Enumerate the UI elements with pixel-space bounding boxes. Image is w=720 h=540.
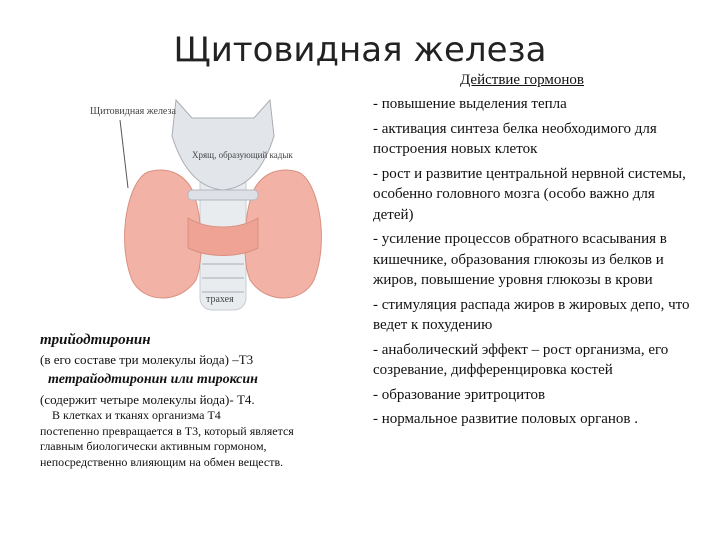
- page-title: Щитовидная железа: [173, 30, 547, 70]
- label-cartilage: Хрящ, образующий кадык: [192, 150, 293, 160]
- triiodothyronine-note: (в его составе три молекулы йода) –Т3: [40, 352, 254, 367]
- conversion-paragraph: [40, 408, 340, 470]
- hormone-actions-heading: Действие гормонов: [460, 72, 584, 88]
- list-item: - активация синтеза белка необходимого для построения новых клеток: [373, 120, 657, 157]
- paragraph-rest: постепенно превращается в Т3, который является главным биологически активным гормоном, непосредственно влияющим на обмен веществ.: [40, 423, 294, 469]
- thyroid-illustration: [88, 90, 358, 320]
- list-item: - образование эритроцитов: [373, 386, 546, 403]
- label-gland: Щитовидная железа: [90, 106, 176, 117]
- thyroid-cartilage: [172, 100, 274, 190]
- paragraph-first-line: В клетках и тканях организма Т4: [52, 408, 221, 422]
- list-item: - стимуляция распада жиров в жировых депо, что ведет к похудению: [373, 296, 690, 333]
- triiodothyronine-heading: трийодтиронин: [40, 332, 151, 348]
- tetraiodothyronine-note: (содержит четыре молекулы йода)- Т4.: [40, 392, 255, 407]
- label-trachea: трахея: [206, 294, 234, 305]
- list-item: - нормальное развитие половых органов .: [373, 411, 638, 427]
- list-item: - анаболический эффект – рост организма, его созревание, дифференцировка костей: [373, 341, 669, 378]
- hormone-actions-list: [373, 94, 693, 434]
- list-item: - усиление процессов обратного всасывания в кишечнике, образования глюкозы из белков и жиров, повышение уровня глюкозы в крови: [373, 231, 667, 288]
- list-item: - рост и развитие центральной нервной системы, особенно головного мозга (особо важно для детей): [373, 165, 686, 223]
- list-item: - повышение выделения тепла: [373, 96, 567, 112]
- tetraiodothyronine-heading: тетрайодтиронин или тироксин: [48, 372, 258, 387]
- pointer-line: [120, 120, 128, 188]
